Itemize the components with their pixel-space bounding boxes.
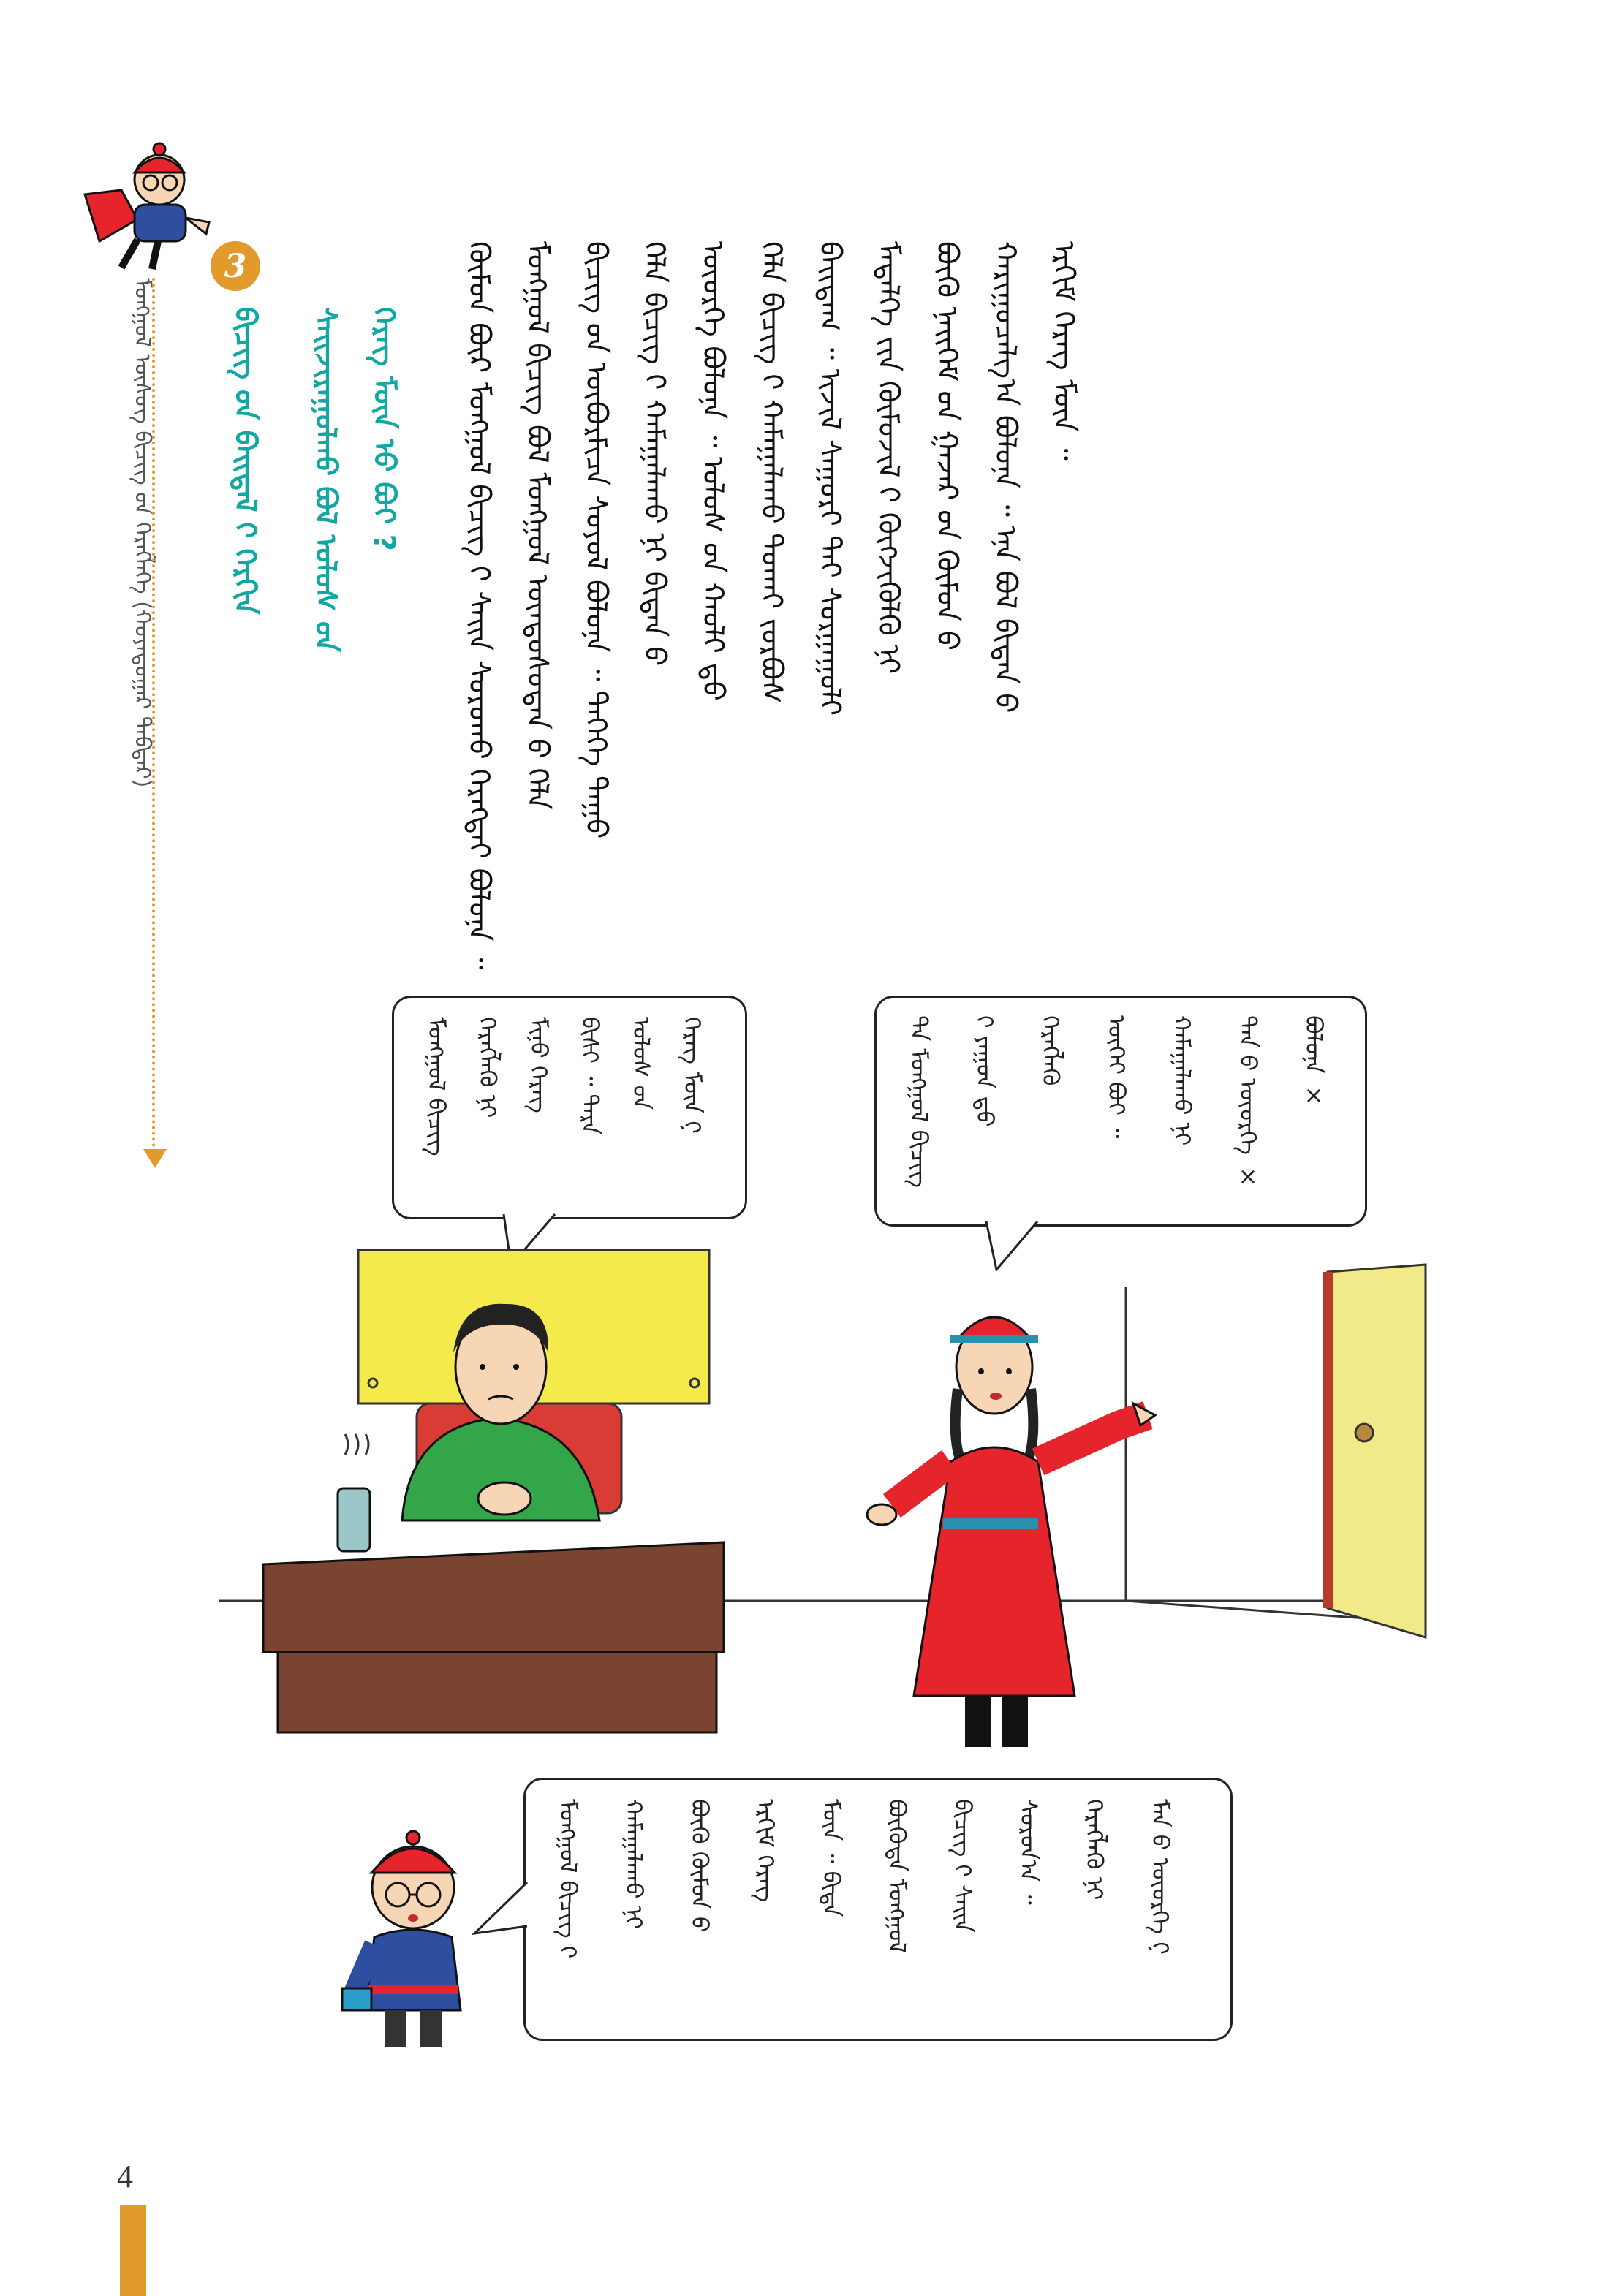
bubble-woman-line: ᠲᠠ ᠮᠣᠩᠭᠣᠯ ᠪᠢᠴᠢᠭ	[905, 1015, 933, 1188]
lesson-number-badge: 3	[211, 241, 260, 291]
bubble-boy-line: ᠬᠠᠮᠠᠭᠠᠯᠠᠬᠤ ᠨᠢ	[620, 1799, 648, 1930]
bubble-boy-line: ᠮᠣᠩᠭᠣᠯ ᠪᠢᠴᠢᠭ ᠢ᠋	[554, 1799, 582, 1959]
body-text-line: ᠮᠡᠳᠡᠯᠭᠡ ᠶ᠋ᠢᠨ ᠬᠦᠮᠦᠵᠢᠯ ᠢ᠋ ᠬᠥᠭᠵᠢᠭᠦᠯᠬᠦ ᠨᠢ	[871, 241, 905, 675]
bubble-man-line: ᠬᠡᠷᠡᠭᠯᠡᠬᠦ ᠨᠢ	[474, 1017, 502, 1118]
bubble-man-line: ᠬᠡᠷᠡᠭ ᠮᠥᠨ ᠢ᠌	[678, 1017, 706, 1134]
bubble-boy-line: ᠡᠷᠬᠢᠮ ᠬᠡᠷᠡᠭ	[752, 1799, 779, 1903]
bubble-woman-line: ᠬᠡᠷᠡᠭᠯᠡᠬᠦ	[1037, 1015, 1064, 1086]
body-text-line: ᠬᠡᠯᠡ ᠪᠢᠴᠢᠭ ᠢ᠋ ᠬᠠᠮᠠᠭᠠᠯᠠᠬᠤ ᠨᠢ ᠪᠢᠳᠡᠨ ᠦ᠌	[638, 241, 671, 667]
bubble-boy-line: ᠪᠢᠴᠢᠭ ᠢ᠋ ᠰᠠᠢᠨ	[949, 1799, 977, 1933]
bubble-boy-line: ᠮᠠᠨ ᠤ᠋ ᠦᠦᠷᠭᠡ ᠢ᠌	[1146, 1799, 1174, 1955]
body-text-line: ᠪᠢᠴᠢᠭ ᠦ᠋ᠨ ᠥᠪᠦᠷᠮᠢᠴᠡ ᠰᠣᠶᠤᠯ ᠪᠣᠯᠤᠨᠠ ᠃ ᠲᠡᠭᠡᠭᠡ ᠳᠠᠭᠤ	[579, 241, 613, 839]
bubble-boy-line: ᠪᠦᠬᠦ ᠬᠦᠮᠦᠨ ᠦ᠌	[686, 1799, 714, 1933]
body-text-line: ᠪᠠᠢᠳᠠᠭ ᠃ ᠢᠵᠢᠯ ᠰᠠᠭᠤᠷᠢ ᠲᠠᠢ ᠰᠤᠷᠭᠠᠭᠤᠯᠢ	[813, 241, 847, 716]
body-text-line: ᠦᠦᠷᠭᠡ ᠪᠣᠯᠤᠨᠠ ᠃ ᠤᠯᠤᠰ ᠦ᠋ᠨ ᠬᠠᠤᠯᠢ ᠳ᠋ᠤ᠌	[696, 241, 730, 701]
bubble-man-line: ᠪᠢᠰᠢ ᠃ ᠲᠡᠷᠡ	[576, 1017, 604, 1135]
bubble-woman-line: ᠢ᠋ ᠶᠠᠭᠤᠨ ᠳ᠋ᠤ᠌	[971, 1015, 999, 1127]
rule-arrow-icon	[143, 1149, 167, 1168]
page-number: 4	[117, 2159, 133, 2194]
body-text-line: ᠮᠣᠩᠭᠣᠯ ᠪᠢᠴᠢᠭ ᠪᠣᠯ ᠮᠣᠩᠭᠣᠯ ᠦᠨᠳᠦᠰᠦᠲᠡᠨ ᠦ᠌ ᠬᠡᠯᠡ	[521, 241, 554, 810]
bubble-woman-line: ᠪᠣᠯᠤᠨᠠ ×	[1300, 1015, 1328, 1110]
bubble-woman-line: ᠲᠠᠨ ᠤ᠋ ᠦᠦᠷᠭᠡ ×	[1234, 1015, 1262, 1191]
boy-mascot-illustration	[336, 1827, 490, 2054]
page-edge-tab	[120, 2205, 146, 2296]
dotted-rule	[152, 278, 155, 1148]
bubble-boy-line: ᠮᠥᠨ ᠃ ᠪᠢᠳᠡ	[817, 1799, 845, 1917]
question-line: ᠰᠠᠢᠵᠢᠷᠠᠭᠤᠯᠬᠤ ᠪᠣᠯ ᠤᠯᠤᠰ ᠤ᠋ᠨ	[309, 307, 342, 652]
bubble-man-line: ᠮᠣᠩᠭᠣᠯ ᠪᠢᠴᠢᠭ	[423, 1017, 450, 1156]
body-text-line: ᠬᠠᠷᠢᠭᠤᠴᠠᠯᠭ᠎ᠠ ᠪᠣᠯᠤᠨᠠ ᠃ ᠡᠨᠡ ᠪᠣᠯ ᠪᠢᠳᠡᠨ ᠦ᠌	[988, 241, 1022, 713]
body-text-line: ᠪᠦᠬᠦ ᠨᠡᠢᠭᠡᠮ ᠦ᠋ᠨ ᠭᠠᠵᠠᠷ ᠤ᠋ᠨ ᠬᠦᠮᠦᠨ ᠦ᠌	[930, 241, 964, 651]
speech-bubble-boy	[523, 1778, 1233, 2041]
flying-mascot-illustration	[70, 137, 216, 276]
bubble-woman-line: ᠬᠠᠮᠠᠭᠠᠯᠠᠬᠤ ᠨᠢ	[1168, 1015, 1196, 1146]
speech-bubble-man	[392, 996, 747, 1219]
question-line: ᠪᠢᠴᠢᠭ ᠦ᠋ᠨ ᠪᠠᠢᠳᠠᠯ ᠢ᠋ ᠬᠡᠷᠬᠢᠨ	[228, 307, 262, 615]
body-text-line: ᠬᠦᠮᠦᠨ ᠪᠦᠷ ᠮᠣᠩᠭᠣᠯ ᠪᠢᠴᠢᠭ ᠢ᠋ ᠰᠠᠢᠨ ᠰᠤᠷᠤᠬᠤ ᠬᠡᠷᠡᠭᠲᠡᠢ ᠪᠣᠯᠤᠨᠠ ᠃	[462, 241, 496, 970]
body-text-line: ᠡᠷᠬᠢᠮ ᠬᠡᠷᠡᠭ ᠮᠥᠨ ᠃	[1047, 241, 1081, 461]
question-line: ᠬᠡᠷᠡᠭ ᠮᠦᠨ ᠦ᠋ ᠪᠣᠢ ?	[367, 307, 401, 551]
bubble-man-line: ᠮᠢᠨᠦ ᠬᠡᠷᠡᠭ	[525, 1017, 553, 1113]
bubble-boy-line: ᠬᠡᠷᠡᠭᠯᠡᠬᠦ ᠨᠢ	[1081, 1799, 1108, 1901]
speech-bubble-woman	[874, 996, 1367, 1227]
running-title: ᠮᠣᠩᠭᠣᠯ ᠦᠰᠦᠭ ᠪᠢᠴᠢᠭ ᠤ᠋ᠨ ᠬᠡᠷᠡᠭᠯᠡᠭᠡ (ᠬᠣᠶᠠᠳᠤᠭᠠᠷ ᠳᠡᠪᠲᠡᠷ)	[129, 278, 155, 788]
office-scene-illustration	[219, 1243, 1462, 1769]
bubble-woman-line: ᠦᠭᠡᠢ ᠪᠣᠢ ᠃	[1102, 1015, 1130, 1139]
bubble-man-line: ᠤᠯᠤᠰ ᠤ᠋ᠨ	[627, 1017, 655, 1110]
bubble-boy-line: ᠰᠤᠷᠤᠨ᠎ᠠ ᠃	[1015, 1799, 1043, 1905]
bubble-boy-line: ᠪᠦᠭᠦᠳᠡ ᠮᠣᠩᠭᠣᠯ	[883, 1799, 911, 1953]
body-text-line: ᠬᠡᠯᠡ ᠪᠢᠴᠢᠭ ᠢ᠋ ᠬᠠᠮᠠᠭᠠᠯᠠᠬᠤ ᠲᠤᠬᠠᠢ ᠵᠤᠷᠪᠤᠰ	[754, 241, 788, 704]
